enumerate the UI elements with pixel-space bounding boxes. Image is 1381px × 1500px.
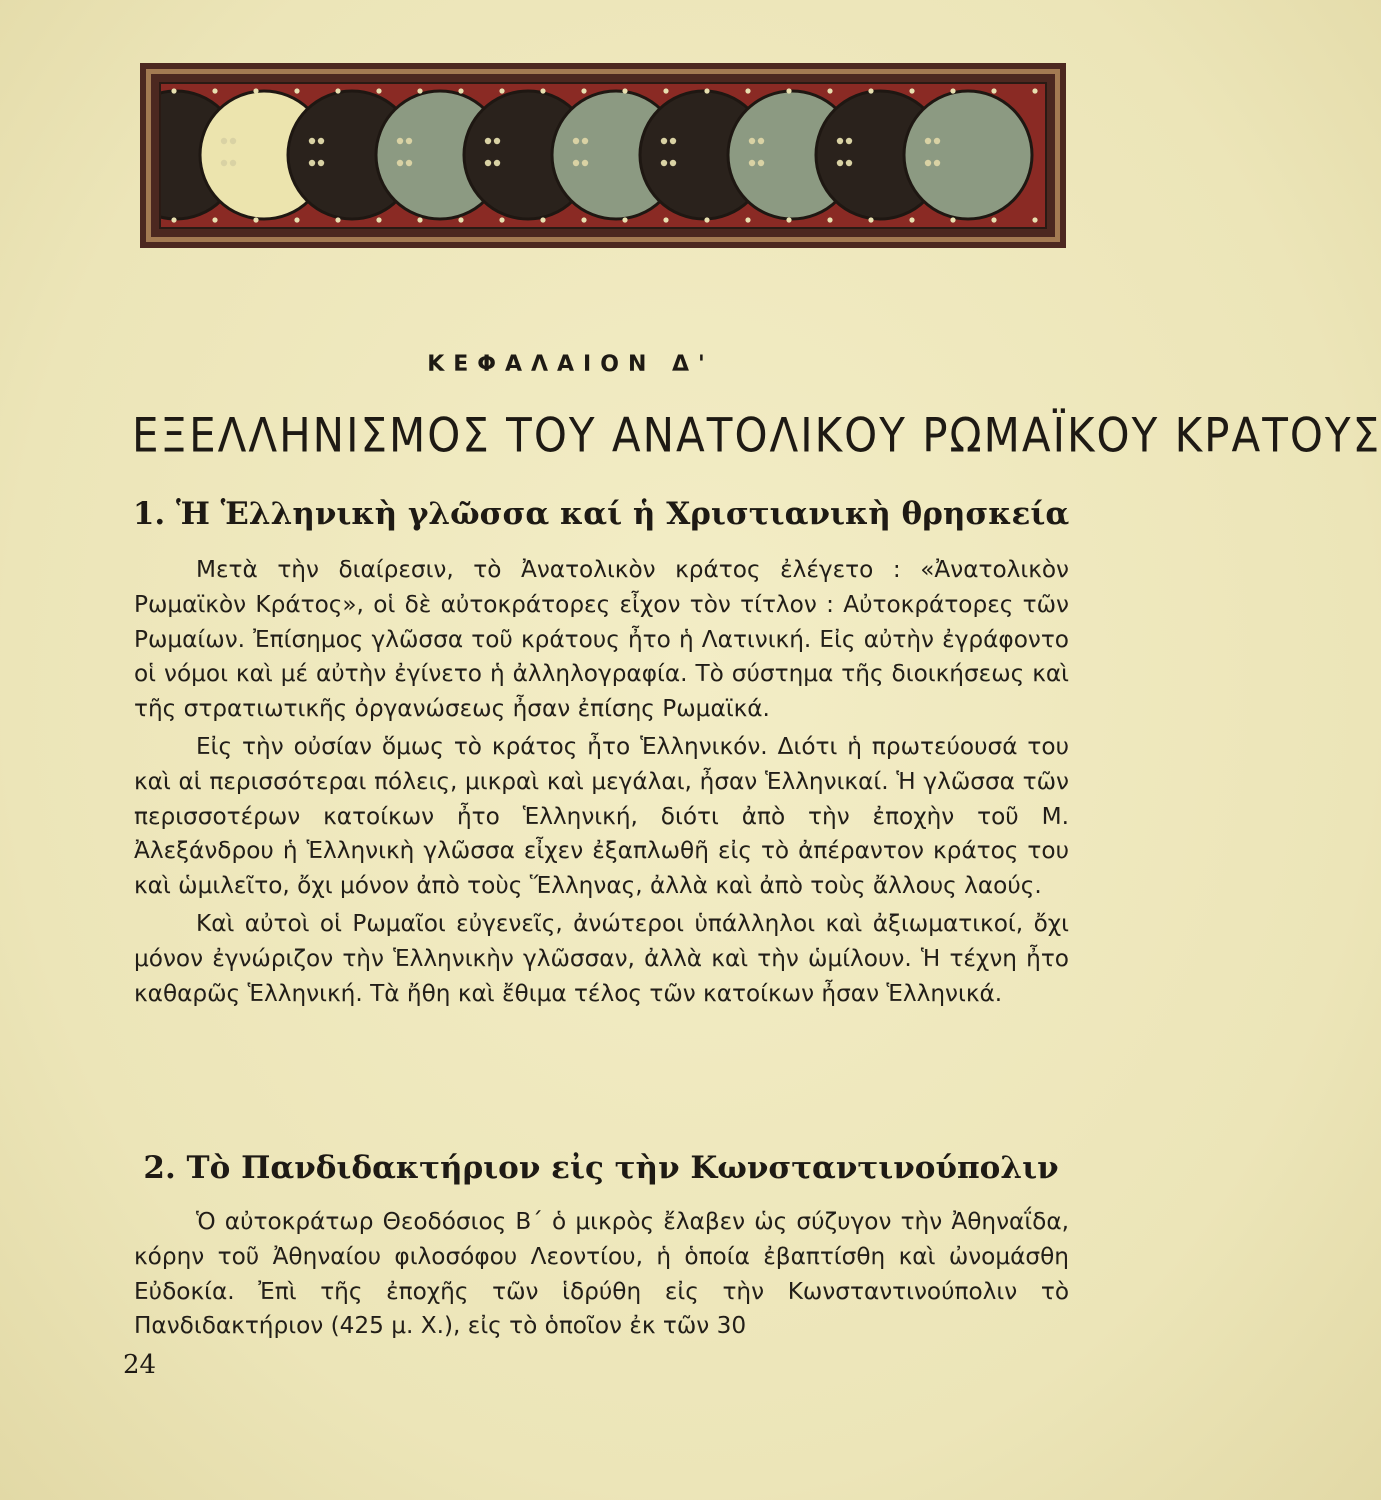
- ornament-bead: [827, 88, 832, 93]
- section-heading-2: 2. Τὸ Πανδιδακτήριον εἰς τὴν Κωνσταντινούπολιν: [143, 1150, 1059, 1186]
- ornament-bead: [868, 88, 873, 93]
- ornament-dot: [309, 160, 315, 166]
- paragraph: Μετὰ τὴν διαίρεσιν, τὸ Ἀνατολικὸν κράτος ἐλέγετο : «Ἀνατολικὸν Ρωμαϊκὸν Κράτος», οἱ δὲ αὐτοκράτορες εἶχον τὸν τίτλον : Αὐτοκράτορες τῶν Ρωμαίων. Ἐπίσημος γλῶσσα τοῦ κράτους ἦτο ἡ Λατινική. Εἰς αὐτὴν ἐγράφοντο οἱ νόμοι καὶ μέ αὐτὴν ἐγίνετο ἡ ἀλληλογραφία. Τὸ σύστημα τῆς διοικήσεως καὶ τῆς στρατιωτικῆς ὀργανώσεως ἦσαν ἐπίσης Ρωμαϊκά.: [134, 556, 1069, 723]
- ornament-bead: [253, 88, 258, 93]
- ornament-dot: [661, 160, 667, 166]
- ornament-bead: [950, 217, 955, 222]
- ornament-bead: [212, 88, 217, 93]
- ornament-dot: [406, 138, 412, 144]
- ornament-dot: [573, 160, 579, 166]
- ornament-bead: [827, 217, 832, 222]
- ornament-dot: [309, 138, 315, 144]
- ornament-dot: [582, 160, 588, 166]
- ornament-bead: [704, 88, 709, 93]
- ornament-bead: [745, 217, 750, 222]
- ornament-dot: [846, 138, 852, 144]
- section-body-2: [134, 1205, 1069, 1347]
- ornament-bead: [212, 217, 217, 222]
- ornament-bead: [622, 88, 627, 93]
- ornament-bead: [540, 217, 545, 222]
- ornament-bead: [294, 217, 299, 222]
- ornament-dot: [934, 160, 940, 166]
- ornament-bead: [417, 88, 422, 93]
- ornament-bead: [745, 88, 750, 93]
- ornament-bead: [581, 217, 586, 222]
- ornament-dot: [221, 160, 227, 166]
- section-heading-1: 1. Ἡ Ἑλληνικὴ γλῶσσα καί ἡ Χριστιανικὴ θρησκεία: [132, 496, 1070, 532]
- ornamental-banner: [140, 63, 1066, 248]
- ornament-dot: [925, 138, 931, 144]
- ornament-bead: [335, 217, 340, 222]
- ornament-dot: [573, 138, 579, 144]
- ornament-dot: [485, 160, 491, 166]
- chapter-title: ΕΞΕΛΛΗΝΙΣΜΟΣ ΤΟΥ ΑΝΑΤΟΛΙΚΟΥ ΡΩΜΑΪΚΟΥ ΚΡΑΤΟΥΣ: [132, 408, 1381, 463]
- ornament-bead: [376, 217, 381, 222]
- ornament-bead: [499, 88, 504, 93]
- ornament-dot: [758, 138, 764, 144]
- ornament-bead: [458, 217, 463, 222]
- ornament-bead: [950, 88, 955, 93]
- ornament-bead: [499, 217, 504, 222]
- ornament-bead: [171, 88, 176, 93]
- ornament-bead: [786, 217, 791, 222]
- ornament-dot: [318, 138, 324, 144]
- ornament-dot: [837, 138, 843, 144]
- ornament-dot: [925, 160, 931, 166]
- ornament-dot: [670, 138, 676, 144]
- chapter-label: ΚΕΦΑΛΑΙΟΝ Δ': [427, 352, 714, 377]
- ornament-dot: [837, 160, 843, 166]
- ornament-bead: [786, 88, 791, 93]
- ornament-bead: [991, 88, 996, 93]
- ornament-bead: [1032, 217, 1037, 222]
- ornament-bead: [704, 217, 709, 222]
- ornament-bead: [581, 88, 586, 93]
- ornament-dot: [230, 160, 236, 166]
- ornament-dot: [749, 160, 755, 166]
- section-body-1: [134, 553, 1069, 1014]
- ornament-bead: [376, 88, 381, 93]
- ornament-bead: [1032, 88, 1037, 93]
- paragraph: Ὁ αὐτοκράτωρ Θεοδόσιος Β΄ ὁ μικρὸς ἔλαβεν ὡς σύζυγον τὴν Ἀθηναΐδα, κόρην τοῦ Ἀθηναίου φιλοσόφου Λεοντίου, ἡ ὁποία ἐβαπτίσθη καὶ ὠνομάσθη Εὐδοκία. Ἐπὶ τῆς ἐποχῆς τῶν ἱδρύθη εἰς τὴν Κωνσταντινούπολιν τὸ Πανδιδακτήριον (425 μ. Χ.), εἰς τὸ ὁποῖον ἐκ τῶν 30: [134, 1208, 1069, 1340]
- ornament-bead: [868, 217, 873, 222]
- ornament-dot: [749, 138, 755, 144]
- paragraph: Καὶ αὐτοὶ οἱ Ρωμαῖοι εὐγενεῖς, ἀνώτεροι ὑπάλληλοι καὶ ἀξιωματικοί, ὄχι μόνον ἐγνώριζον τὴν Ἑλληνικὴν γλῶσσαν, ἀλλὰ καὶ τὴν ὡμίλουν. Ἡ τέχνη ἦτο καθαρῶς Ἑλληνική. Τὰ ἤθη καὶ ἔθιμα τέλος τῶν κατοίκων ἦσαν Ἑλληνικά.: [134, 909, 1069, 1007]
- ornament-bead: [909, 88, 914, 93]
- ornament-dot: [230, 138, 236, 144]
- ornament-dot: [133, 160, 139, 166]
- ornament-dot: [397, 160, 403, 166]
- paragraph: Εἰς τὴν οὐσίαν ὅμως τὸ κράτος ἦτο Ἑλληνικόν. Διότι ἡ πρωτεύουσά του καὶ αἱ περισσότεραι πόλεις, μικραὶ καὶ μεγάλαι, ἦσαν Ἑλληνικαί. Ἡ γλῶσσα τῶν περισσοτέρων κατοίκων ἦτο Ἑλληνική, διότι ἀπὸ τὴν ἐποχὴν τοῦ Μ. Ἀλεξάνδρου ἡ Ἑλληνικὴ γλῶσσα εἶχεν ἐξαπλωθῆ εἰς τὸ ἀπέραντον κράτος του καὶ ὡμιλεῖτο, ὄχι μόνον ἀπὸ τοὺς Ἕλληνας, ἀλλὰ καὶ ἀπὸ τοὺς ἄλλους λαούς.: [134, 732, 1069, 900]
- ornament-bead: [540, 88, 545, 93]
- ornament-dot: [670, 160, 676, 166]
- ornament-dot: [494, 138, 500, 144]
- ornament-bead: [909, 217, 914, 222]
- ornament-dot: [934, 138, 940, 144]
- ornament-circle: [904, 91, 1032, 219]
- ornament-bead: [171, 217, 176, 222]
- ornament-bead: [663, 217, 668, 222]
- ornament-bead: [294, 88, 299, 93]
- ornament-bead: [663, 88, 668, 93]
- ornament-bead: [253, 217, 258, 222]
- ornament-bead: [622, 217, 627, 222]
- ornament-dot: [133, 138, 139, 144]
- page-number: 24: [123, 1350, 157, 1380]
- ornament-bead: [417, 217, 422, 222]
- ornament-dot: [406, 160, 412, 166]
- ornament-dot: [397, 138, 403, 144]
- ornament-dot: [846, 160, 852, 166]
- ornament-dot: [582, 138, 588, 144]
- ornament-dot: [221, 138, 227, 144]
- ornament-bead: [335, 88, 340, 93]
- ornament-dot: [485, 138, 491, 144]
- ornament-dot: [318, 160, 324, 166]
- ornament-bead: [458, 88, 463, 93]
- ornament-dot: [758, 160, 764, 166]
- ornament-dot: [494, 160, 500, 166]
- ornament-dot: [661, 138, 667, 144]
- ornament-bead: [991, 217, 996, 222]
